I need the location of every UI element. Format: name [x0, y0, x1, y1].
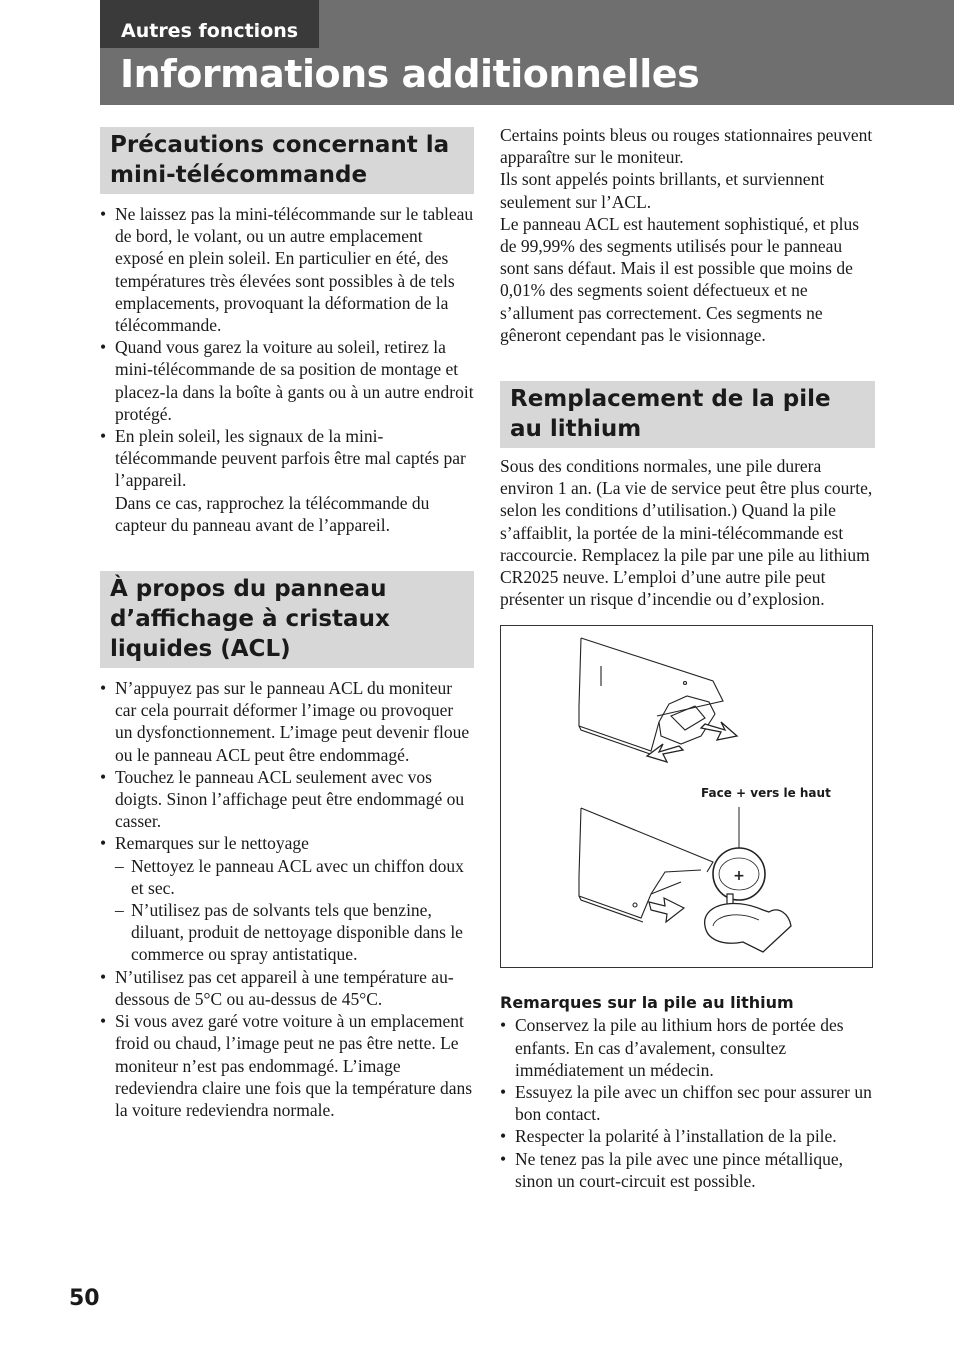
list-item: • Ne tenez pas la pile avec une pince métallique, sinon un court-circuit est possible.	[500, 1148, 875, 1192]
battery-heading: Remplacement de la pile au lithium	[500, 381, 875, 448]
figure-label: Face + vers le haut	[701, 786, 831, 801]
list-item: • Quand vous garez la voiture au soleil, retirez la mini-télécommande de sa position de montage et placez-la dans la boîte à gants ou à un autre endroit protégé.	[100, 336, 474, 425]
list-item: • Conservez la pile au lithium hors de portée des enfants. En cas d’avalement, consultez immédiatement un médecin.	[500, 1014, 875, 1081]
cleaning-sublist	[115, 855, 474, 966]
remote-precautions-heading: Précautions concernant la mini-télécommande	[100, 127, 474, 194]
remote-precautions-list	[100, 203, 474, 536]
list-item: • Touchez le panneau ACL seulement avec vos doigts. Sinon l’affichage peut être endommagé ou casser.	[100, 766, 474, 833]
remote-top-drawing	[579, 638, 723, 755]
list-item-text: Remarques sur le nettoyage	[115, 833, 309, 854]
list-item: • Respecter la polarité à l’installation de la pile.	[500, 1125, 875, 1147]
sublist-item: – N’utilisez pas de solvants tels que benzine, diluant, produit de nettoyage disponible dans le commerce ou spray antistatique.	[115, 899, 474, 966]
list-item: • N’appuyez pas sur le panneau ACL du moniteur car cela pourrait déformer l’image ou provoquer un dysfonctionnement. L’image peut devenir floue ou le panneau ACL peut être endommagé.	[100, 677, 474, 766]
svg-text:+: +	[733, 868, 745, 885]
battery-notes-list	[500, 1014, 875, 1192]
lcd-continuation-3: Le panneau ACL est hautement sophistiqué, et plus de 99,99% des segments utilisés pour le panneau sont sans défaut. Mais il est possible que moins de 0,01% des segments soient défectueux et ne s’allument pas correctement. Ces segments ne gêneront cependant pas le visionnage.	[500, 213, 859, 345]
lcd-heading: À propos du panneau d’affichage à cristaux liquides (ACL)	[100, 571, 474, 668]
tray-arrow	[649, 898, 684, 922]
list-item	[100, 832, 474, 965]
list-item-extra: Dans ce cas, rapprochez la télécommande du capteur du panneau avant de l’appareil.	[115, 492, 430, 535]
list-item: • Essuyez la pile avec un chiffon sec pour assurer un bon contact.	[500, 1081, 875, 1125]
list-item	[100, 425, 474, 536]
page-title: Informations additionnelles	[120, 52, 700, 96]
left-column	[100, 127, 474, 1121]
sublist-item: – Nettoyez le panneau ACL avec un chiffon doux et sec.	[115, 855, 474, 899]
section-label: Autres fonctions	[121, 20, 299, 42]
battery-body: Sous des conditions normales, une pile durera environ 1 an. (La vie de service peut être plus courte, selon les conditions d’utilisation.) Quand la pile s’affaiblit, la portée de la mini-télécommande est raccourcie. Remplacez la pile par une pile au lithium CR2025 neuve. L’emploi d’une autre pile peut présenter un risque d’incendie ou d’explosion.	[500, 456, 873, 610]
lcd-list	[100, 677, 474, 1121]
eject-arrow	[701, 722, 737, 740]
remote-bottom-drawing	[579, 808, 713, 922]
page-number: 50	[69, 1286, 100, 1311]
list-item: • Ne laissez pas la mini-télécommande sur le tableau de bord, le volant, ou un autre emplacement exposé en plein soleil. En particulier en été, des températures très élevées sont possibles à de tels emplacements, provoquant la déformation de la télécommande.	[100, 203, 474, 336]
notes-title: Remarques sur la pile au lithium	[500, 993, 794, 1013]
battery-figure	[500, 625, 873, 968]
section-tab	[100, 0, 319, 48]
list-item: • Si vous avez garé votre voiture à un emplacement froid ou chaud, l’image peut ne pas être nette. Le moniteur n’est pas endommagé. L’image redeviendra claire une fois que la température dans la voiture redeviendra normale.	[100, 1010, 474, 1121]
list-item: • N’utilisez pas cet appareil à une température au-dessous de 5°C ou au-dessus de 45°C.	[100, 966, 474, 1010]
list-item-text: En plein soleil, les signaux de la mini-télécommande peuvent parfois être mal captés par l’appareil.	[115, 426, 466, 491]
right-column	[500, 124, 875, 1192]
battery-tray	[705, 904, 791, 953]
lcd-continuation-1: Certains points bleus ou rouges stationnaires peuvent apparaître sur le moniteur.	[500, 125, 873, 168]
lcd-continuation-2: Ils sont appelés points brillants, et surviennent seulement sur l’ACL.	[500, 169, 825, 212]
